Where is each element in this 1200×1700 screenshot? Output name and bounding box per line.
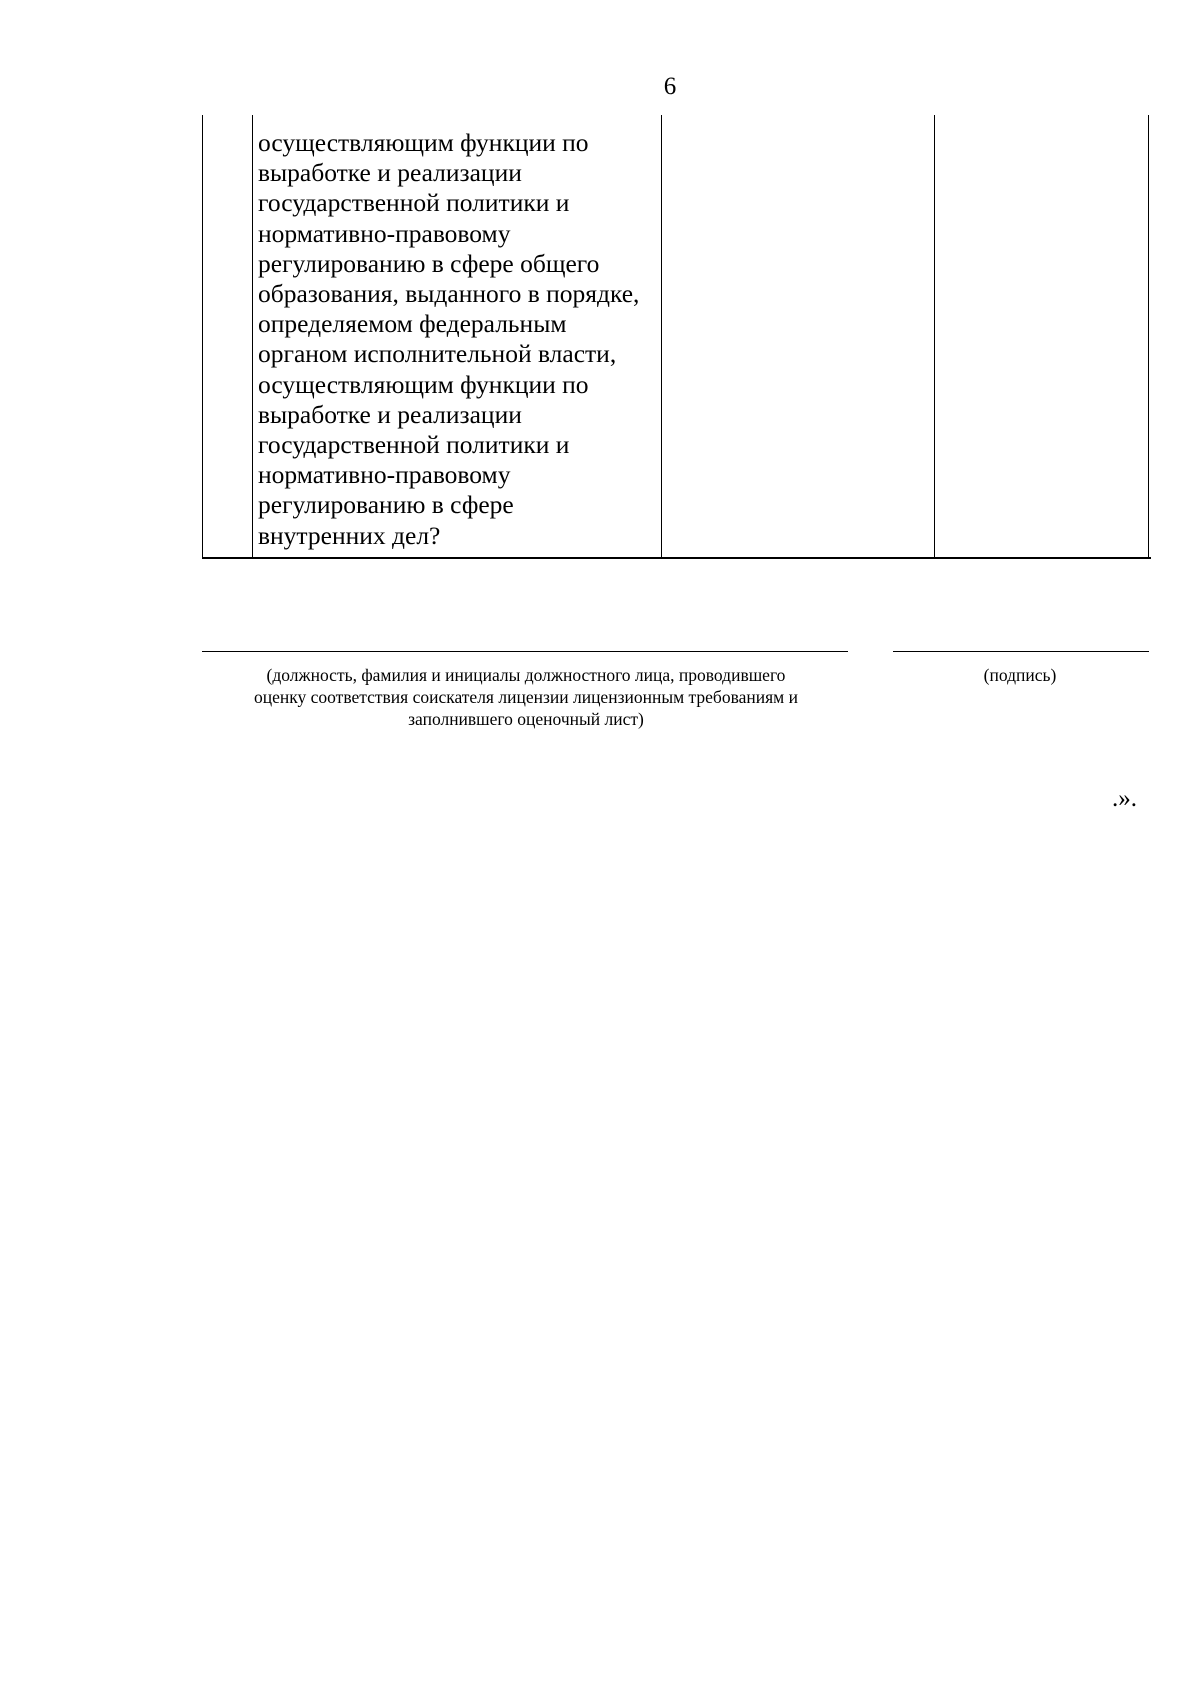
question-line: выработке и реализации xyxy=(258,158,522,188)
official-caption-line: (должность, фамилия и инициалы должностного лица, проводившего xyxy=(266,665,786,685)
signature-line xyxy=(893,651,1149,652)
table-cell-question xyxy=(258,128,668,551)
question-line: регулированию в сфере xyxy=(258,490,514,520)
question-line: органом исполнительной власти, xyxy=(258,339,617,369)
table-left-border xyxy=(202,115,203,558)
question-line: определяемом федеральным xyxy=(258,309,567,339)
question-line: нормативно-правовому xyxy=(258,218,511,248)
table-column-divider-1 xyxy=(252,115,253,558)
question-line: выработке и реализации xyxy=(258,399,522,429)
signature-caption-label: (подпись) xyxy=(983,665,1057,685)
closing-quote-mark: .». xyxy=(1112,785,1137,812)
official-signature-line xyxy=(202,651,848,652)
table-bottom-border xyxy=(202,557,1151,559)
question-line: государственной политики и xyxy=(258,430,570,460)
question-line: регулированию в сфере общего xyxy=(258,248,600,278)
official-caption xyxy=(200,664,852,730)
official-caption-line: заполнившего оценочный лист) xyxy=(408,709,644,729)
question-line: внутренних дел? xyxy=(258,520,441,550)
question-line: нормативно-правовому xyxy=(258,460,511,490)
question-line: государственной политики и xyxy=(258,188,570,218)
question-line: образования, выданного в порядке, xyxy=(258,279,640,309)
question-line: осуществляющим функции по xyxy=(258,369,589,399)
table-column-divider-3 xyxy=(934,115,935,558)
question-line: осуществляющим функции по xyxy=(258,128,589,157)
official-caption-line: оценку соответствия соискателя лицензии лицензионным требованиям и xyxy=(254,687,798,707)
table-right-border xyxy=(1148,115,1149,558)
signature-caption xyxy=(940,664,1100,686)
page-number: 6 xyxy=(663,73,677,100)
